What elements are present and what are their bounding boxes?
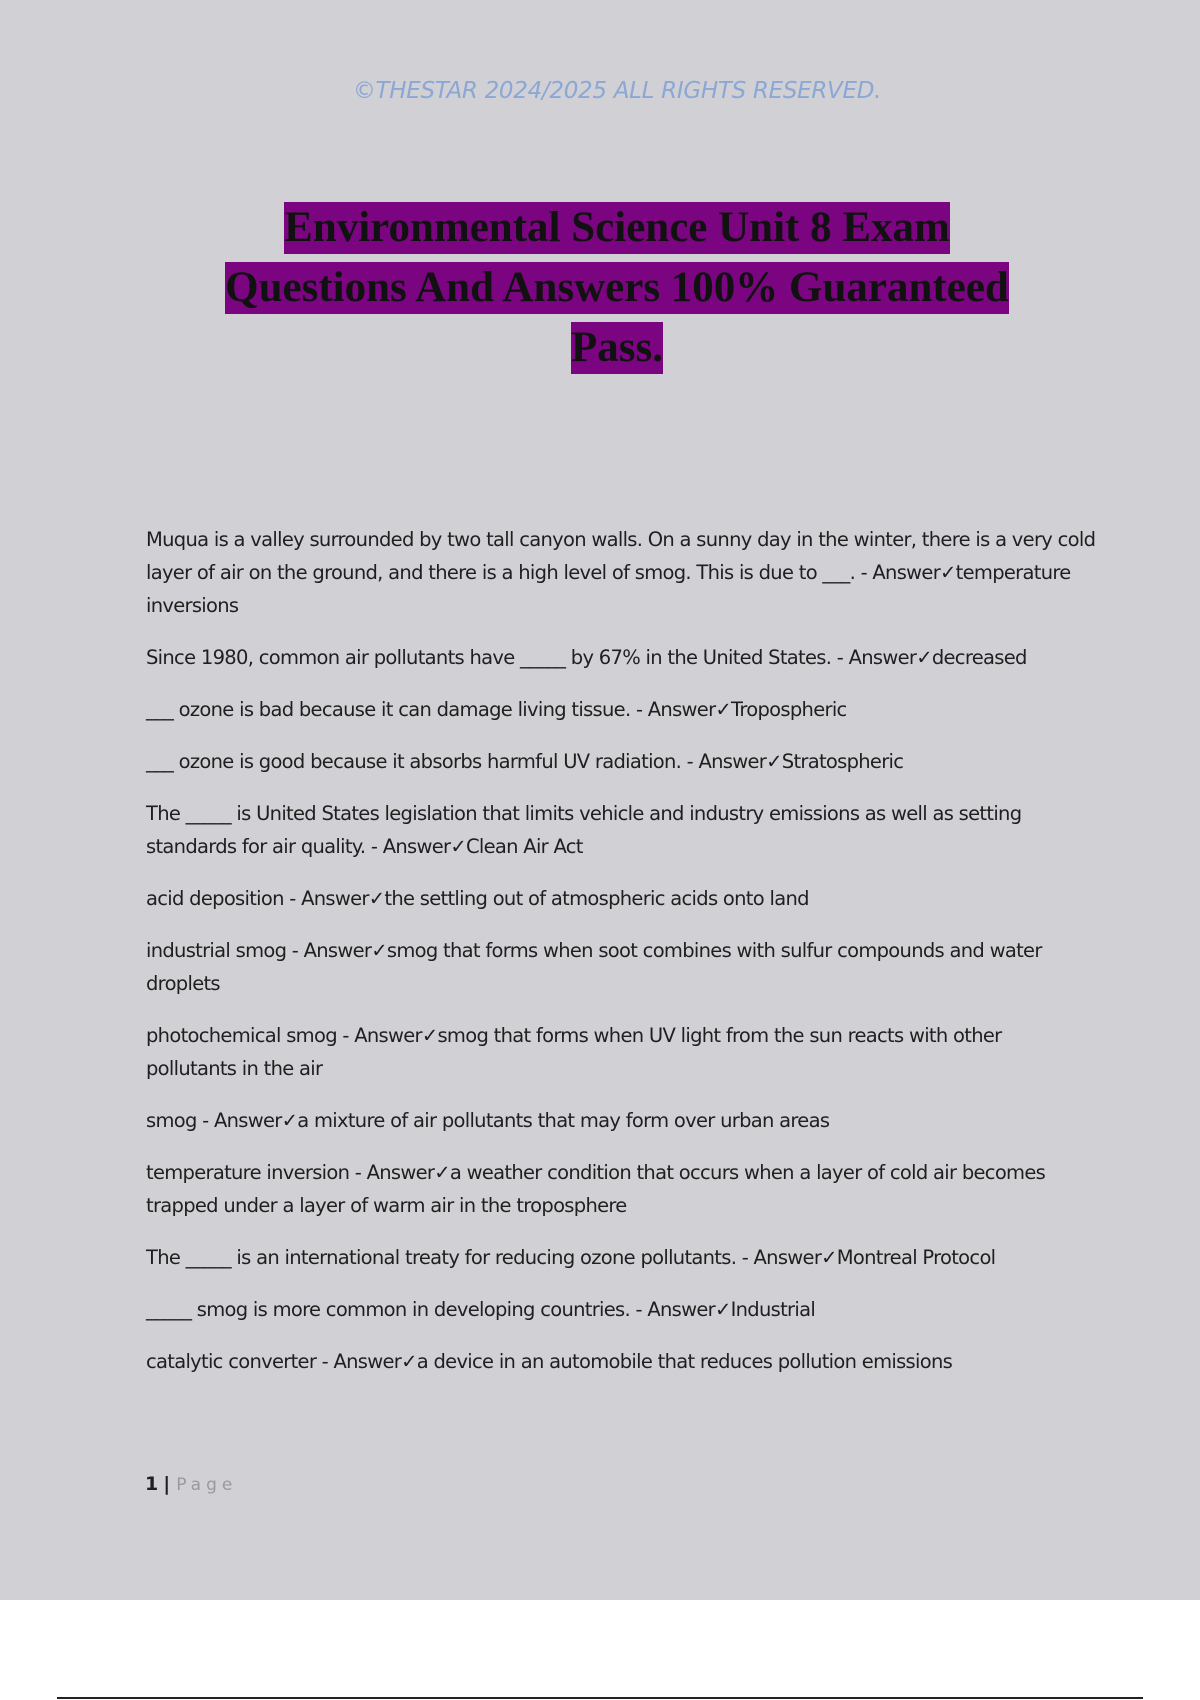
qa-item: acid deposition - Answer✓the settling out of atmospheric acids onto land bbox=[146, 887, 809, 910]
qa-item: photochemical smog - Answer✓smog that forms when UV light from the sun reacts with other pollutants in the air bbox=[146, 1024, 1002, 1080]
title-line-3: Pass. bbox=[571, 322, 663, 374]
copyright-watermark: ©THESTAR 2024/2025 ALL RIGHTS RESERVED. bbox=[352, 78, 882, 104]
footer-separator: | bbox=[163, 1473, 171, 1495]
qa-item: catalytic converter - Answer✓a device in an automobile that reduces pollution emissions bbox=[146, 1350, 953, 1373]
qa-item: _____ smog is more common in developing countries. - Answer✓Industrial bbox=[146, 1298, 816, 1321]
qa-item: smog - Answer✓a mixture of air pollutants that may form over urban areas bbox=[146, 1109, 830, 1132]
qa-item: temperature inversion - Answer✓a weather condition that occurs when a layer of cold air becomes trapped under a layer of warm air in the troposphere bbox=[146, 1161, 1046, 1217]
qa-item: industrial smog - Answer✓smog that forms when soot combines with sulfur compounds and water droplets bbox=[146, 939, 1042, 995]
title-line-1: Environmental Science Unit 8 Exam bbox=[284, 202, 950, 254]
qa-item: The _____ is an international treaty for reducing ozone pollutants. - Answer✓Montreal Protocol bbox=[146, 1246, 996, 1269]
qa-item: Since 1980, common air pollutants have _____ by 67% in the United States. - Answer✓decreased bbox=[146, 646, 1027, 669]
qa-list bbox=[146, 523, 1096, 1397]
page-number: 1 bbox=[145, 1473, 159, 1495]
qa-item: ___ ozone is bad because it can damage living tissue. - Answer✓Tropospheric bbox=[146, 698, 847, 721]
title-line-2: Questions And Answers 100% Guaranteed bbox=[225, 262, 1009, 314]
qa-item: The _____ is United States legislation that limits vehicle and industry emissions as well as setting standards for air quality. - Answer✓Clean Air Act bbox=[146, 802, 1022, 858]
page-label: Page bbox=[176, 1475, 238, 1495]
document-title bbox=[140, 198, 1094, 378]
page-footer bbox=[145, 1473, 237, 1495]
next-page-divider bbox=[57, 1697, 1143, 1699]
qa-item: ___ ozone is good because it absorbs harmful UV radiation. - Answer✓Stratospheric bbox=[146, 750, 904, 773]
qa-item: Muqua is a valley surrounded by two tall canyon walls. On a sunny day in the winter, there is a very cold layer of air on the ground, and there is a high level of smog. This is due to ___. - Answer✓temperature inversions bbox=[146, 528, 1096, 617]
